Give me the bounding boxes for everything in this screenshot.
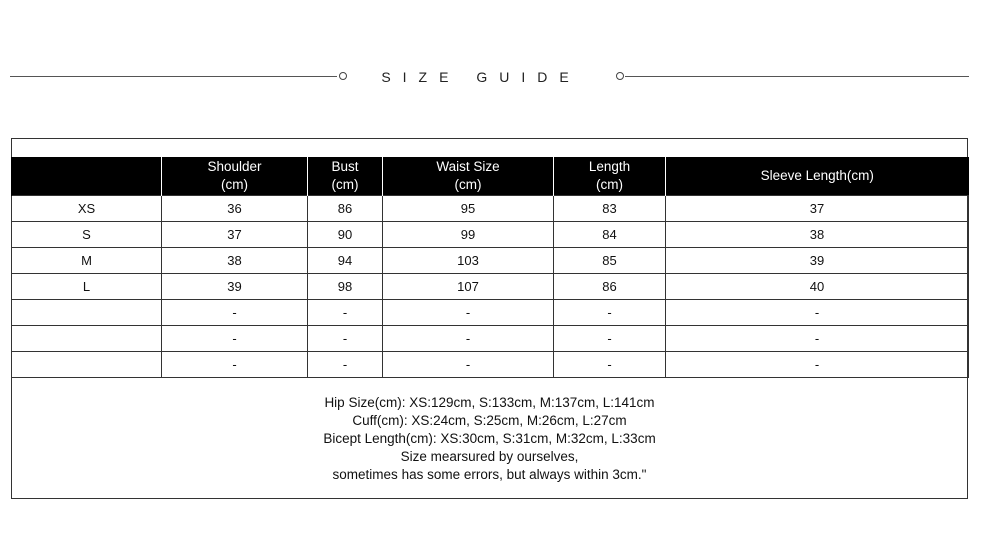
- size-cell: M: [12, 248, 162, 274]
- header-line: Bust: [331, 159, 359, 174]
- bust-cell: 94: [308, 248, 383, 274]
- length-cell: -: [554, 300, 666, 326]
- header-line: Shoulder: [207, 159, 262, 174]
- sleeve-length-cell: 37: [666, 196, 969, 222]
- note-hip-size: Hip Size(cm): XS:129cm, S:133cm, M:137cm, L:141cm: [324, 395, 655, 410]
- note-cuff: Cuff(cm): XS:24cm, S:25cm, M:26cm, L:27cm: [352, 413, 627, 428]
- length-cell: -: [554, 352, 666, 378]
- length-cell: 85: [554, 248, 666, 274]
- table-row: [12, 274, 969, 300]
- waist-cell: 103: [383, 248, 554, 274]
- header-cell-sleeve-length: [666, 157, 969, 196]
- size-cell: [12, 326, 162, 352]
- note-disclaimer-line2: sometimes has some errors, but always within 3cm.": [332, 467, 647, 482]
- shoulder-cell: -: [162, 326, 308, 352]
- size-chart-frame: [11, 138, 968, 499]
- header-unit: (cm): [331, 177, 359, 192]
- length-cell: -: [554, 326, 666, 352]
- sleeve-length-cell: -: [666, 300, 969, 326]
- header-line: Waist Size: [436, 159, 500, 174]
- size-guide-header: [10, 68, 969, 86]
- table-row: [12, 248, 969, 274]
- shoulder-cell: 38: [162, 248, 308, 274]
- table-row: [12, 300, 969, 326]
- shoulder-cell: 39: [162, 274, 308, 300]
- bust-cell: -: [308, 352, 383, 378]
- table-header-row: [12, 157, 969, 196]
- size-cell: L: [12, 274, 162, 300]
- table-row: [12, 326, 969, 352]
- sleeve-length-cell: -: [666, 326, 969, 352]
- frame-top-spacer: [12, 139, 967, 157]
- bust-cell: -: [308, 300, 383, 326]
- sleeve-length-cell: -: [666, 352, 969, 378]
- shoulder-cell: 36: [162, 196, 308, 222]
- sleeve-length-cell: 39: [666, 248, 969, 274]
- waist-cell: 95: [383, 196, 554, 222]
- header-cell-length: [554, 157, 666, 196]
- size-cell: XS: [12, 196, 162, 222]
- note-disclaimer-line1: Size mearsured by ourselves,: [400, 449, 579, 464]
- header-unit: (cm): [454, 177, 482, 192]
- length-cell: 86: [554, 274, 666, 300]
- header-cell-waist: [383, 157, 554, 196]
- note-bicept-length: Bicept Length(cm): XS:30cm, S:31cm, M:32cm, L:33cm: [323, 431, 656, 446]
- header-line: Sleeve Length(cm): [760, 168, 874, 183]
- waist-cell: -: [383, 300, 554, 326]
- bust-cell: 98: [308, 274, 383, 300]
- table-row: [12, 222, 969, 248]
- divider-line-right: [625, 76, 969, 77]
- shoulder-cell: -: [162, 352, 308, 378]
- header-line: Length: [588, 159, 631, 174]
- header-unit: (cm): [596, 177, 623, 192]
- length-cell: 83: [554, 196, 666, 222]
- waist-cell: 99: [383, 222, 554, 248]
- waist-cell: -: [383, 326, 554, 352]
- circle-ornament-right-icon: [616, 72, 624, 80]
- size-cell: S: [12, 222, 162, 248]
- waist-cell: 107: [383, 274, 554, 300]
- bust-cell: -: [308, 326, 383, 352]
- shoulder-cell: 37: [162, 222, 308, 248]
- waist-cell: -: [383, 352, 554, 378]
- sleeve-length-cell: 40: [666, 274, 969, 300]
- divider-line-left: [10, 76, 337, 77]
- shoulder-cell: -: [162, 300, 308, 326]
- length-cell: 84: [554, 222, 666, 248]
- header-cell-size: [12, 157, 162, 196]
- header-cell-bust: [308, 157, 383, 196]
- table-row: [12, 196, 969, 222]
- table-row: [12, 352, 969, 378]
- size-table: [11, 157, 969, 378]
- sleeve-length-cell: 38: [666, 222, 969, 248]
- header-cell-shoulder: [162, 157, 308, 196]
- size-cell: [12, 352, 162, 378]
- bust-cell: 90: [308, 222, 383, 248]
- bust-cell: 86: [308, 196, 383, 222]
- header-unit: (cm): [221, 177, 248, 192]
- size-cell: [12, 300, 162, 326]
- circle-ornament-left-icon: [339, 72, 347, 80]
- page-title: SIZE GUIDE: [381, 69, 581, 85]
- measurement-notes: [12, 394, 967, 484]
